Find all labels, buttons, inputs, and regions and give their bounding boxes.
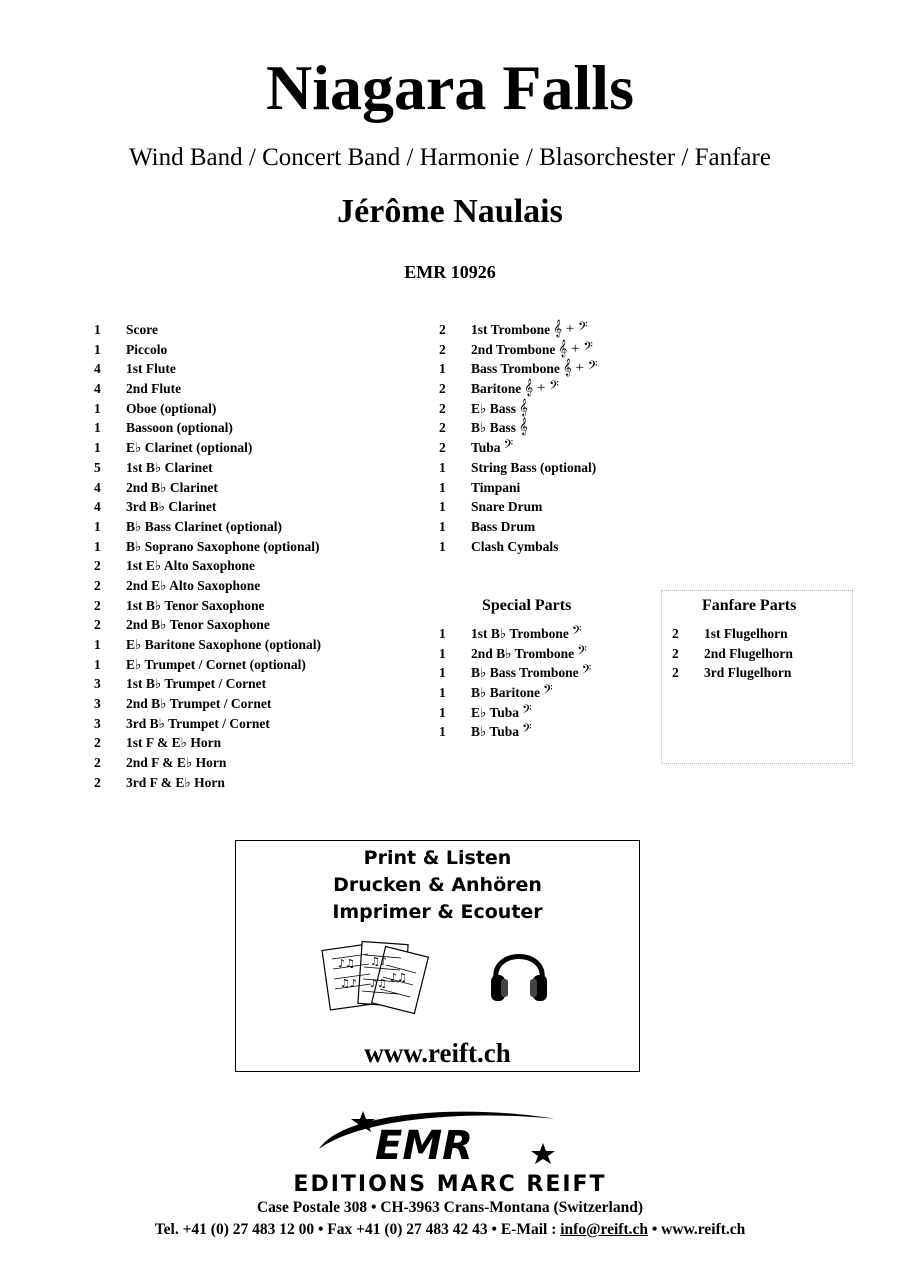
ensemble-subtitle: Wind Band / Concert Band / Harmonie / Blasorchester / Fanfare	[129, 144, 771, 171]
part-row	[439, 497, 659, 517]
part-name: Timpani	[471, 479, 521, 495]
part-name: 2nd B♭ Trombone	[471, 645, 575, 661]
part-name: Bass Drum	[471, 518, 536, 534]
part-row	[94, 379, 434, 399]
part-row	[94, 655, 434, 675]
publisher-name: EDITIONS MARC REIFT	[293, 1172, 607, 1197]
part-row	[94, 753, 434, 773]
part-quantity: 4	[94, 479, 101, 495]
clef-icon: 𝄞	[519, 419, 528, 436]
part-row	[94, 399, 434, 419]
clef-icon: 𝄞 + 𝄢	[524, 380, 559, 397]
part-quantity: 1	[439, 518, 446, 534]
part-row	[94, 418, 434, 438]
part-name: E♭ Trumpet / Cornet (optional)	[126, 656, 306, 672]
part-name: 2nd B♭ Trumpet / Cornet	[126, 696, 272, 712]
part-quantity: 1	[94, 322, 101, 337]
fanfare-parts-title: Fanfare Parts	[702, 597, 797, 614]
part-row	[94, 556, 434, 576]
headphones-icon	[488, 939, 550, 1005]
part-quantity: 1	[439, 499, 446, 515]
svg-text:♪♫: ♪♫	[390, 971, 407, 984]
part-quantity: 1	[439, 724, 446, 740]
part-name: Score	[126, 322, 158, 337]
part-name: 3rd F & E♭ Horn	[126, 774, 225, 790]
part-quantity: 2	[94, 755, 101, 771]
part-quantity: 2	[94, 597, 101, 613]
part-name: 1st B♭ Tenor Saxophone	[126, 597, 265, 613]
special-part-row	[439, 683, 659, 703]
part-name: E♭ Clarinet (optional)	[126, 440, 253, 456]
part-name: E♭ Tuba	[471, 704, 520, 720]
part-row	[94, 714, 434, 734]
part-quantity: 4	[94, 499, 101, 515]
part-row	[439, 458, 659, 478]
part-row	[439, 379, 659, 399]
fanfare-part-row	[672, 644, 842, 664]
part-name: 2nd Flute	[126, 381, 182, 397]
part-quantity: 2	[94, 617, 101, 633]
logo-text: EMR	[375, 1123, 473, 1169]
svg-text:♫♪: ♫♪	[370, 955, 387, 968]
part-row	[94, 478, 434, 498]
part-quantity: 2	[439, 341, 446, 357]
part-quantity: 2	[94, 774, 101, 790]
clef-icon: 𝄢	[577, 644, 587, 661]
part-name: Clash Cymbals	[471, 538, 559, 554]
part-name: B♭ Bass	[471, 420, 517, 436]
clef-icon: 𝄞	[519, 399, 528, 416]
special-part-row	[439, 644, 659, 664]
special-part-row	[439, 722, 659, 742]
part-name: 1st E♭ Alto Saxophone	[126, 558, 256, 574]
part-quantity: 1	[94, 420, 101, 436]
emr-logo	[305, 1105, 565, 1169]
fanfare-part-row	[672, 624, 842, 644]
part-row	[94, 635, 434, 655]
part-row	[94, 674, 434, 694]
promo-url[interactable]: www.reift.ch	[364, 1038, 511, 1068]
part-quantity: 2	[672, 645, 679, 661]
part-quantity: 1	[94, 637, 101, 652]
promo-line-english: Print & Listen	[363, 847, 512, 869]
part-name: 3rd B♭ Clarinet	[126, 499, 217, 515]
sheet-music-icon	[320, 937, 430, 1017]
part-quantity: 1	[439, 459, 446, 475]
part-name: 1st B♭ Trumpet / Cornet	[126, 676, 267, 692]
part-quantity: 1	[439, 645, 446, 661]
fanfare-part-row	[672, 663, 842, 683]
promo-line-german: Drucken & Anhören	[333, 874, 542, 896]
part-row	[439, 478, 659, 498]
score-title: Niagara Falls	[266, 52, 634, 123]
part-name: 2nd E♭ Alto Saxophone	[126, 577, 261, 593]
part-quantity: 3	[94, 696, 101, 712]
part-row	[94, 773, 434, 793]
clef-icon: 𝄢	[581, 664, 592, 681]
part-quantity: 2	[439, 400, 446, 416]
part-quantity: 1	[94, 518, 101, 534]
part-row	[94, 596, 434, 616]
part-name: B♭ Baritone	[471, 685, 540, 701]
part-name: 1st F & E♭ Horn	[126, 735, 222, 751]
part-row	[439, 438, 659, 458]
promo-line-french: Imprimer & Ecouter	[332, 901, 543, 923]
part-name: Bass Trombone	[471, 361, 560, 377]
clef-icon: 𝄢	[503, 439, 514, 456]
part-row	[94, 694, 434, 714]
part-quantity: 2	[94, 558, 101, 574]
part-row	[439, 340, 659, 360]
part-name: 1st Trombone	[471, 322, 551, 337]
part-quantity: 5	[94, 459, 101, 475]
part-quantity: 1	[439, 361, 446, 377]
part-name: E♭ Bass	[471, 400, 517, 416]
part-name: 3rd Flugelhorn	[704, 665, 792, 681]
part-row	[94, 537, 434, 557]
part-row	[439, 418, 659, 438]
publisher-contact	[0, 1219, 900, 1241]
part-quantity: 1	[94, 400, 101, 416]
part-row	[94, 438, 434, 458]
svg-text:♪♫: ♪♫	[338, 957, 355, 970]
part-row	[94, 359, 434, 379]
parts-list-right	[439, 320, 659, 556]
part-name: 2nd B♭ Tenor Saxophone	[126, 617, 270, 633]
part-quantity: 1	[439, 685, 446, 701]
part-row	[94, 517, 434, 537]
part-name: Bassoon (optional)	[126, 420, 233, 436]
clef-icon: 𝄢	[522, 723, 532, 740]
part-quantity: 2	[94, 735, 101, 751]
part-name: B♭ Bass Clarinet (optional)	[126, 518, 283, 534]
part-row	[94, 615, 434, 635]
part-quantity: 2	[672, 626, 679, 641]
part-quantity: 1	[439, 626, 446, 641]
part-name: B♭ Soprano Saxophone (optional)	[126, 538, 320, 554]
clef-icon: 𝄞 + 𝄢	[558, 340, 593, 357]
contact-phone-fax: Tel. +41 (0) 27 483 12 00 • Fax +41 (0) 27 483 42 43 • E-Mail :	[154, 1221, 561, 1238]
part-name: 1st Flute	[126, 361, 176, 377]
publisher-address: Case Postale 308 • CH-3963 Crans-Montana (Switzerland)	[256, 1199, 643, 1216]
fanfare-parts-list	[672, 624, 842, 683]
part-row	[439, 399, 659, 419]
part-quantity: 1	[439, 704, 446, 720]
part-name: Tuba	[471, 440, 501, 456]
part-row	[94, 340, 434, 360]
contact-website[interactable]: • www.reift.ch	[648, 1221, 746, 1238]
part-name: 2nd B♭ Clarinet	[126, 479, 218, 495]
part-name: 1st B♭ Trombone	[471, 626, 569, 641]
part-quantity: 2	[439, 440, 446, 456]
part-quantity: 1	[94, 341, 101, 357]
print-listen-box	[235, 840, 640, 1072]
part-quantity: 3	[94, 676, 101, 692]
part-name: 3rd B♭ Trumpet / Cornet	[126, 715, 270, 731]
special-parts-list	[439, 624, 659, 742]
part-quantity: 2	[672, 665, 679, 681]
clef-icon: 𝄞 + 𝄢	[553, 321, 588, 337]
catalog-code: EMR 10926	[404, 262, 496, 282]
part-row	[439, 359, 659, 379]
part-row	[94, 497, 434, 517]
contact-email-link[interactable]: info@reift.ch	[560, 1221, 648, 1238]
part-name: 1st B♭ Clarinet	[126, 459, 213, 475]
part-quantity: 2	[94, 577, 101, 593]
part-row	[439, 537, 659, 557]
special-part-row	[439, 663, 659, 683]
part-name: 2nd Trombone	[471, 341, 556, 357]
part-row	[439, 517, 659, 537]
clef-icon: 𝄞 + 𝄢	[562, 360, 598, 377]
part-quantity: 1	[439, 665, 446, 681]
part-quantity: 1	[94, 656, 101, 672]
part-quantity: 1	[439, 479, 446, 495]
part-row	[94, 458, 434, 478]
part-quantity: 3	[94, 715, 101, 731]
special-part-row	[439, 624, 659, 644]
part-name: B♭ Bass Trombone	[471, 665, 579, 681]
part-quantity: 2	[439, 322, 446, 337]
part-quantity: 1	[439, 538, 446, 554]
part-quantity: 1	[94, 538, 101, 554]
part-name: Snare Drum	[471, 499, 543, 515]
part-name: 2nd Flugelhorn	[704, 645, 793, 661]
part-quantity: 4	[94, 381, 101, 397]
part-quantity: 1	[94, 440, 101, 456]
part-row	[439, 320, 659, 340]
part-row	[94, 576, 434, 596]
part-name: Oboe (optional)	[126, 400, 217, 416]
svg-text:♫♪: ♫♪	[340, 977, 357, 990]
part-quantity: 2	[439, 420, 446, 436]
clef-icon: 𝄢	[571, 625, 582, 641]
part-name: E♭ Baritone Saxophone (optional)	[126, 637, 322, 652]
part-row	[94, 733, 434, 753]
svg-text:♪♫: ♪♫	[370, 977, 387, 990]
part-name: Piccolo	[126, 341, 168, 357]
part-name: Baritone	[471, 381, 522, 397]
special-parts-title: Special Parts	[482, 597, 572, 614]
part-name: 1st Flugelhorn	[704, 626, 788, 641]
special-part-row	[439, 703, 659, 723]
clef-icon: 𝄢	[522, 703, 532, 720]
composer-name: Jérôme Naulais	[337, 193, 563, 230]
part-quantity: 4	[94, 361, 101, 377]
part-name: 2nd F & E♭ Horn	[126, 755, 227, 771]
part-quantity: 2	[439, 381, 446, 397]
part-name: B♭ Tuba	[471, 724, 520, 740]
parts-list-left	[94, 320, 434, 793]
part-name: String Bass (optional)	[471, 459, 597, 475]
clef-icon: 𝄢	[543, 684, 553, 701]
part-row	[94, 320, 434, 340]
